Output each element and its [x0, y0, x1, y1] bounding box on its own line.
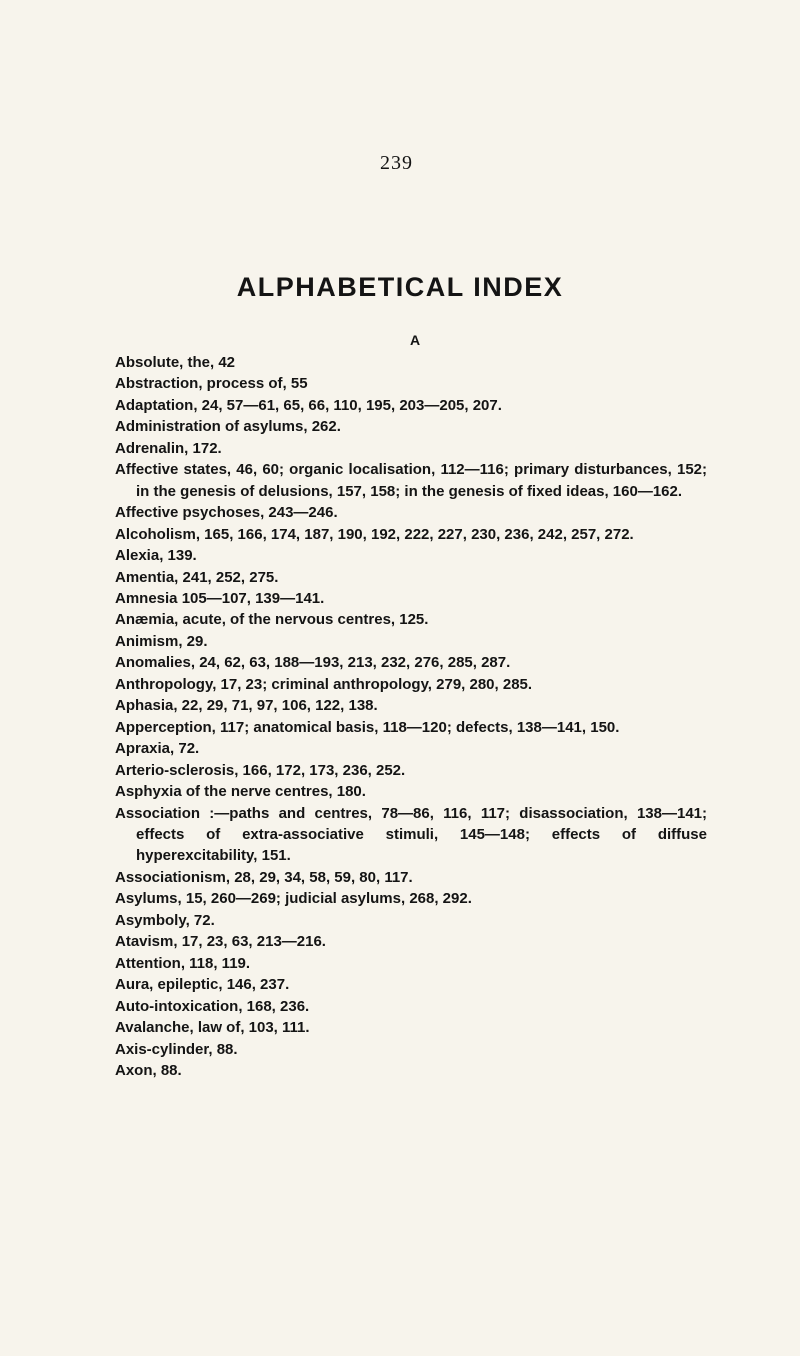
- index-entry: Alcoholism, 165, 166, 174, 187, 190, 192, 222, 227, 230, 236, 242, 257, 272.: [115, 525, 634, 543]
- index-entry: Anæmia, acute, of the nervous centres, 125.: [115, 611, 429, 629]
- index-entry: Axis-cylinder, 88.: [115, 1040, 238, 1058]
- page-title: ALPHABETICAL INDEX: [236, 272, 564, 302]
- section-letter: A: [409, 332, 421, 348]
- index-entry: Absolute, the, 42: [115, 354, 236, 371]
- index-entry: Auto-intoxication, 168, 236.: [115, 997, 310, 1015]
- index-entry: Associationism, 28, 29, 34, 58, 59, 80, 117.: [115, 868, 413, 886]
- index-entry: Asymboly, 72.: [115, 911, 215, 929]
- index-entry-list: [115, 352, 707, 1081]
- index-entry: Abstraction, process of, 55: [115, 375, 308, 393]
- index-entry: Asylums, 15, 260—269; judicial asylums, 268, 292.: [115, 890, 472, 908]
- index-entry: Anomalies, 24, 62, 63, 188—193, 213, 232, 276, 285, 287.: [115, 654, 511, 672]
- index-entry: Association :—paths and centres, 78—86, 116, 117; disassociation, 138—141; effects of extra-associative stimuli, 145—148; effects of diffuse hyperexcitability, 151.: [115, 804, 707, 865]
- index-entry: Administration of asylums, 262.: [115, 418, 341, 436]
- index-entry: Apperception, 117; anatomical basis, 118—120; defects, 138—141, 150.: [115, 718, 620, 736]
- index-entry: Avalanche, law of, 103, 111.: [115, 1019, 310, 1037]
- index-entry: Amnesia 105—107, 139—141.: [115, 589, 325, 607]
- index-entry: Adrenalin, 172.: [115, 439, 222, 457]
- page-number: 239: [380, 152, 413, 174]
- index-entry: Apraxia, 72.: [115, 740, 200, 758]
- index-entry: Adaptation, 24, 57—61, 65, 66, 110, 195, 203—205, 207.: [115, 396, 502, 414]
- index-entry: Asphyxia of the nerve centres, 180.: [115, 783, 366, 801]
- index-entry: Atavism, 17, 23, 63, 213—216.: [115, 933, 326, 951]
- index-entry: Aura, epileptic, 146, 237.: [115, 976, 290, 994]
- index-entry: Animism, 29.: [115, 632, 208, 650]
- index-entry: Anthropology, 17, 23; criminal anthropology, 279, 280, 285.: [115, 675, 533, 693]
- index-entry: Amentia, 241, 252, 275.: [115, 568, 279, 586]
- index-entry: Axon, 88.: [115, 1061, 182, 1079]
- index-entry: Affective states, 46, 60; organic localisation, 112—116; primary disturbances, 152; in the genesis of delusions, 157, 158; in the genesis of fixed ideas, 160—162.: [115, 461, 707, 500]
- index-entry: Aphasia, 22, 29, 71, 97, 106, 122, 138.: [115, 697, 378, 715]
- index-entry: Attention, 118, 119.: [115, 954, 251, 972]
- index-entry: Alexia, 139.: [115, 547, 197, 565]
- index-entry: Arterio-sclerosis, 166, 172, 173, 236, 252.: [115, 761, 406, 779]
- index-entry: Affective psychoses, 243—246.: [115, 504, 338, 522]
